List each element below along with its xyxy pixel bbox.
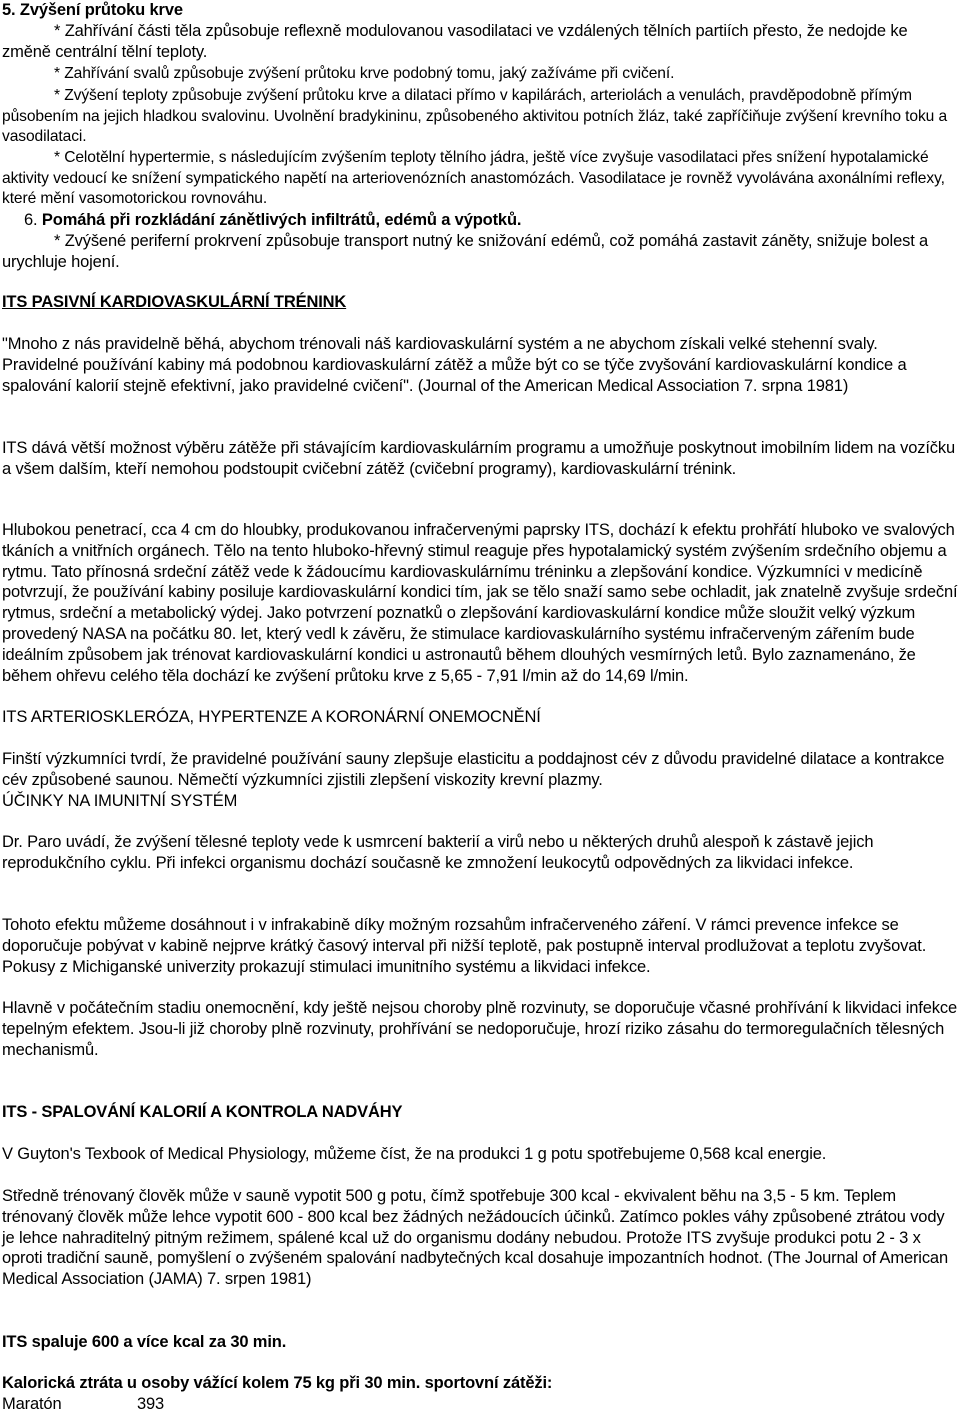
immune-heading: ÚČINKY NA IMUNITNÍ SYSTÉM (2, 792, 238, 810)
cardio-paragraph-2: ITS dává větší možnost výběru zátěže při stávajícím kardiovaskulárním programu a umožňuje poskytnout imobilním lidem na vozíčku a všem dalším, kteří nemohou podstoupit cvičební zátěž (cvičební programy), kardiovaskulární trénink. (2, 439, 956, 478)
calories-paragraph-3: ITS spaluje 600 a více kcal za 30 min. (2, 1333, 287, 1351)
table-cell-label: Maratón (2, 1395, 62, 1413)
calories-paragraph-1: V Guyton's Texbook of Medical Physiology, můžeme číst, že na produkci 1 g potu spotřebujeme 0,568 kcal energie. (2, 1145, 827, 1163)
immune-paragraph-2: Tohoto efektu můžeme dosáhnout i v infrakabině díky možným rozsahům infračerveného záření. V rámci prevence infekce se doporučuje pobývat v kabině nejprve krátký časový interval při nižší teplotě, pak postupně interval prodlužovat a teplotu zvyšovat. Pokusy z Michiganské univerzity prokazují stimulaci imunitního systému a likvidaci infekce. (2, 916, 927, 976)
section-5 (2, 0, 958, 62)
calories-paragraph-2: Středně trénovaný člověk může v sauně vypotit 500 g potu, čímž spotřebuje 300 kcal - ekvivalent běhu na 3,5 - 5 km. Teplem trénovaný člověk může lehce vypotit 600 - 800 kcal bez žádných nežádoucích účinků. Zatímco pokles váhy způsobené ztrátou vody je lehce nahraditelný pitným režimem, spálené kcal už do organismu dodány nebudou. Protože ITS zvyšuje produkci potu 2 - 3 x oproti tradiční sauně, pomyšlení o zvýšeném spalování nadbytečných kcal dosahuje impozantních hodnot. (The Journal of American Medical Association (JAMA) 7. srpen 1981) (2, 1187, 948, 1289)
table-cell-value: 393 (137, 1395, 165, 1413)
calories-heading: ITS - SPALOVÁNÍ KALORIÍ A KONTROLA NADVÁHY (2, 1103, 403, 1121)
section-6-heading: 6. Pomáhá při rozkládání zánětlivých infiltrátů, edémů a výpotků. (24, 211, 522, 229)
section-5-paragraph-3: * Zvýšení teploty způsobuje zvýšení průtoku krve a dilataci přímo v kapilárách, arteriolách a venulách, pravděpodobně přímým působením na jejich hladkou svalovinu. Uvolnění bradykininu, způsobeného aktivitou potních žláz, také zapříčiňuje zvýšení krevního toku a vasodilataci. (2, 87, 948, 146)
arterio-heading: ITS ARTERIOSKLERÓZA, HYPERTENZE A KORONÁRNÍ ONEMOCNĚNÍ (2, 708, 541, 726)
immune-paragraph-1: Dr. Paro uvádí, že zvýšení tělesné teploty vede k usmrcení bakterií a virů nebo u některých druhů alespoň k zástavě jejich reprodukčního cyklu. Při infekci organismu dochází současně ke zmnožení leukocytů odpovědných za likvidaci infekce. (2, 833, 874, 872)
section-5-paragraph-4: * Celotělní hypertermie, s následujícím zvýšením teploty tělního jádra, ještě více zvyšuje vasodilataci přes snížení hypotalamické aktivity vedoucí ke snížení sympatického napětí na arteriovenózních anastomózách. Vasodilatace je rovněž vyvolávána axonálními reflexy, které mění vasomotorickou rovnováhu. (2, 149, 945, 208)
cardio-heading: ITS PASIVNÍ KARDIOVASKULÁRNÍ TRÉNINK (2, 293, 347, 311)
calories-paragraph-4: Kalorická ztráta u osoby vážící kolem 75 kg při 30 min. sportovní zátěži: (2, 1374, 553, 1392)
cardio-paragraph-3: Hlubokou penetrací, cca 4 cm do hloubky, produkovanou infračervenými paprsky ITS, dochází k efektu prohřátí hluboko ve svalových tkáních a vnitřních orgánech. Tělo na tento hluboko-hřevný stimul reaguje přes hypotalamický systém zvýšením srdečního objemu a rytmu. Tato přínosná srdeční zátěž vede k žádoucímu kardiovaskulárnímu tréninku a zlepšování kondice. Výzkumníci v medicíně potvrzují, že používání kabiny posiluje kardiovaskulární kondici tím, jak se tělo snaží samo sebe ochladit, jak znatelně zvyšuje srdeční rytmus, srdeční a metabolický výdej. Jako potvrzení poznatků o zlepšování kardiovaskulární kondice může sloužit velký výzkum provedený NASA na počátku 80. let, který vedl k závěru, že stimulace kardiovaskulárního systému infračerveným zářením bude ideálním způsobem jak trénovat kardiovaskulární kondici u astronautů během dlouhých vesmírných letů. Bylo zaznamenáno, že během ohřevu celého těla dochází ke zvýšení průtoku krve z 5,65 - 7,91 l/min až do 14,69 l/min. (2, 521, 958, 685)
cardio-quote: "Mnoho z nás pravidelně běhá, abychom trénovali náš kardiovaskulární systém a ne abychom získali velké stehenní svaly. Pravidelné používání kabiny má podobnou kardiovaskulární zátěž a může být co se týče zvyšování kardiovaskulární kondice a spalování kalorií stejně efektivní, jako pravidelné cvičení". (Journal of the American Medical Association 7. srpna 1981) (2, 335, 907, 395)
immune-paragraph-3: Hlavně v počátečním stadiu onemocnění, kdy ještě nejsou choroby plně rozvinuty, se doporučuje včasné prohřívání k likvidaci infekce tepelným efektem. Jsou-li již choroby plně rozvinuty, prohřívání se nedoporučuje, hrozí riziko zásahu do termoregulačních tělesných mechanismů. (2, 999, 957, 1059)
section-5-heading: 5. Zvýšení průtoku krve (2, 1, 183, 19)
calories-table-row (2, 1394, 958, 1415)
arterio-paragraph-1: Finští výzkumníci tvrdí, že pravidelné používání sauny zlepšuje elasticitu a poddajnost cév z důvodu pravidelné dilatace a kontrakce cév způsobené saunou. Němečtí výzkumníci zjistili zlepšení viskozity krevní plazmy. (2, 750, 945, 789)
section-6 (2, 210, 958, 231)
section-5-paragraph-2: * Zahřívání svalů způsobuje zvýšení průtoku krve podobný tomu, jaký zažíváme při cvičení. (54, 65, 675, 82)
section-5-paragraph-1: * Zahřívání části těla způsobuje reflexně modulovanou vasodilataci ve vzdálených tělních partiích přesto, že nedojde ke změně centrální tělní teploty. (2, 21, 908, 61)
section-6-paragraph-1: * Zvýšené periferní prokrvení způsobuje transport nutný ke snižování edémů, což pomáhá zastavit záněty, snižuje bolest a urychluje hojení. (2, 232, 929, 271)
